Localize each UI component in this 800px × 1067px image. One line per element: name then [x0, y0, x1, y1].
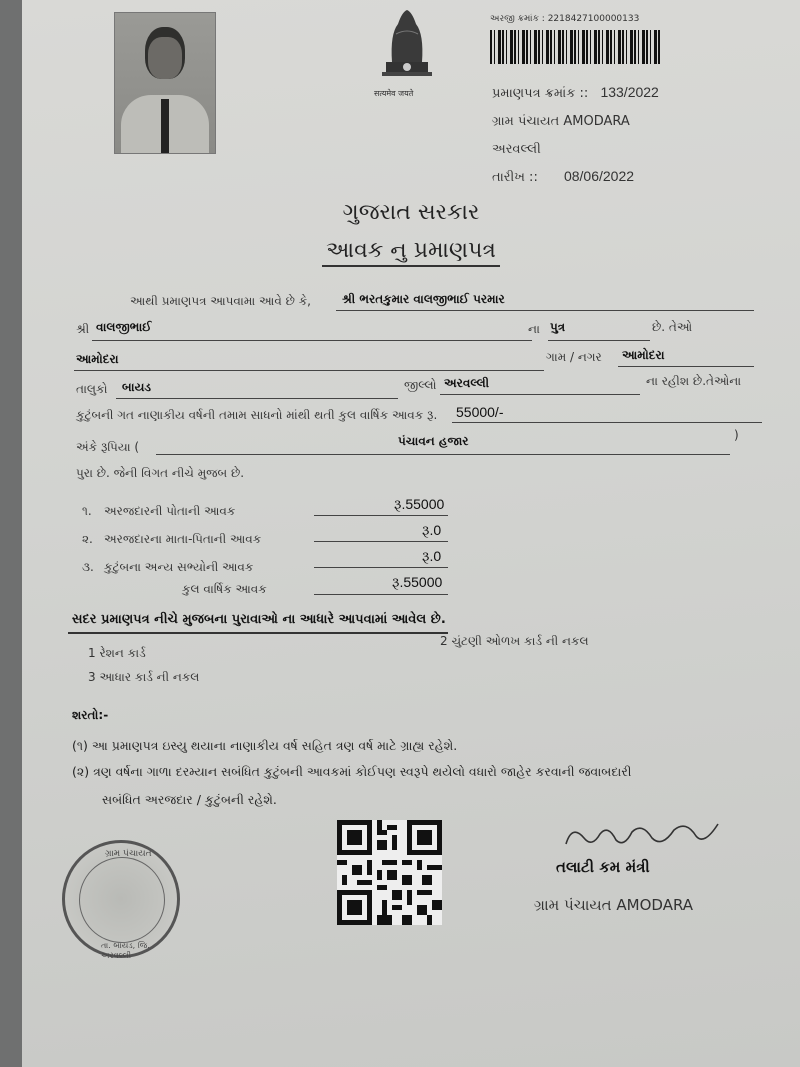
income-row-1-label: અરજદારની પોતાની આવક	[104, 504, 236, 518]
che-teo-label: છે. તેઓ	[652, 320, 693, 334]
proof-item-2: 2 ચુંટણી ઓળખ કાર્ડ ની નકલ	[440, 634, 589, 648]
proof-item-1: 1 રેશન કાર્ડ	[88, 646, 146, 660]
na-label: ના	[528, 322, 540, 336]
income-row-1-no: ૧.	[82, 504, 92, 518]
applicant-photo	[114, 12, 216, 154]
taluka-label: તાલુકો	[76, 382, 108, 396]
father-name: વાલજીભાઈ	[96, 320, 152, 334]
signatory-title: તલાટી કમ મંત્રી	[556, 858, 650, 876]
details-text: પુરા છે. જેની વિગત નીચે મુજબ છે.	[76, 466, 245, 480]
income-description: કુટુંબની ગત નાણાકીય વર્ષની તમામ સાધનો માંથી થતી કુલ વાર્ષિક આવક રૂ.	[76, 408, 438, 422]
income-row-2-no: ૨.	[82, 532, 93, 546]
income-row-3-label: કુટુંબના અન્ય સભ્યોની આવક	[104, 560, 254, 574]
gam-nagar-label: ગામ / નગર	[546, 350, 602, 364]
seal-top-text: ગ્રામ પંચાયત	[105, 849, 152, 859]
proof-item-3: 3 આધાર કાર્ડ ની નકલ	[88, 670, 200, 684]
income-row-3-amount: રૂ.0	[422, 548, 442, 564]
condition-2-continued: સબંધિત અરજદાર / કુટુંબની રહેશે.	[102, 792, 277, 807]
panchayat-name: ગ્રામ પંચાયત AMODARA	[492, 114, 630, 129]
date-row	[492, 168, 634, 185]
barcode-block	[490, 14, 660, 64]
intro-text: આથી પ્રમાણપત્ર આપવામા આવે છે કે,	[130, 294, 311, 308]
shri-label: શ્રી	[76, 322, 90, 336]
date-value: 08/06/2022	[563, 168, 635, 184]
income-row-2-amount: રૂ.0	[422, 522, 442, 538]
resident-text: ના રહીશ છે.તેઓના	[646, 374, 742, 388]
application-number: અરજી ક્રમાંક : 2218427100000133	[490, 14, 640, 24]
gam-value: આમોદરા	[622, 348, 665, 362]
applicant-name: શ્રી ભરતકુમાર વાલજીભાઈ પરમાર	[342, 292, 505, 306]
certificate-number-label: પ્રમાણપત્ર ક્રમાંક ::	[492, 86, 589, 101]
government-title: ગુજરાત સરકાર	[342, 200, 480, 225]
certificate-title: આવક નુ પ્રમાણપત્ર	[22, 238, 800, 263]
income-in-words: પંચાવન હજાર	[398, 434, 469, 448]
seal-bottom-text: તા. બાયડ, જિ. અરવલ્લી	[101, 941, 150, 960]
relation-value: પુત્ર	[550, 320, 566, 334]
date-label: તારીખ ::	[492, 170, 538, 185]
district-name: અરવલ્લી	[492, 142, 541, 157]
village-value: આમોદરા	[76, 352, 119, 366]
income-row-1-amount: રૂ.55000	[394, 496, 445, 512]
condition-1: (૧) આ પ્રમાણપત્ર ઇસ્યુ થયાના નાણાકીય વર્ષ સહિત ત્રણ વર્ષ માટે ગ્રાહ્ય રહેશે.	[72, 738, 458, 753]
condition-2: (૨) ત્રણ વર્ષના ગાળા દરમ્યાન સબંધિત કુટુંબની આવકમાં કોઈપણ સ્વરૂપે થયેલો વધારો જાહેર કરવાની જવાબદારી	[72, 764, 632, 779]
conditions-heading: શરતો:-	[72, 708, 109, 722]
certificate-number: 133/2022	[600, 84, 659, 100]
qr-code	[337, 820, 442, 925]
words-close: )	[734, 428, 739, 442]
total-amount: રૂ.55000	[392, 574, 443, 590]
income-row-3-no: ૩.	[82, 560, 94, 574]
words-label: અંકે રૂપિયા (	[76, 440, 140, 454]
barcode	[490, 30, 660, 64]
signature	[562, 818, 722, 858]
proofs-heading: સદર પ્રમાણપત્ર નીચે મુજબના પુરાવાઓ ના આધારે આપવામાં આવેલ છે.	[72, 612, 446, 627]
jilla-label: જીલ્લો	[404, 378, 437, 392]
income-row-2-label: અરજદારના માતા-પિતાની આવક	[104, 532, 262, 546]
national-emblem-icon	[372, 4, 442, 86]
emblem-motto: सत्यमेव जयते	[374, 89, 414, 98]
signatory-panchayat: ગ્રામ પંચાયત AMODARA	[534, 896, 694, 914]
jilla-value: અરવલ્લી	[444, 376, 490, 390]
certificate-page	[22, 0, 800, 1067]
taluka-value: બાયડ	[122, 380, 151, 394]
income-amount: 55000/-	[456, 404, 504, 420]
panchayat-seal	[62, 840, 180, 958]
certificate-number-row	[492, 84, 659, 101]
total-label: કુલ વાર્ષિક આવક	[182, 582, 267, 596]
